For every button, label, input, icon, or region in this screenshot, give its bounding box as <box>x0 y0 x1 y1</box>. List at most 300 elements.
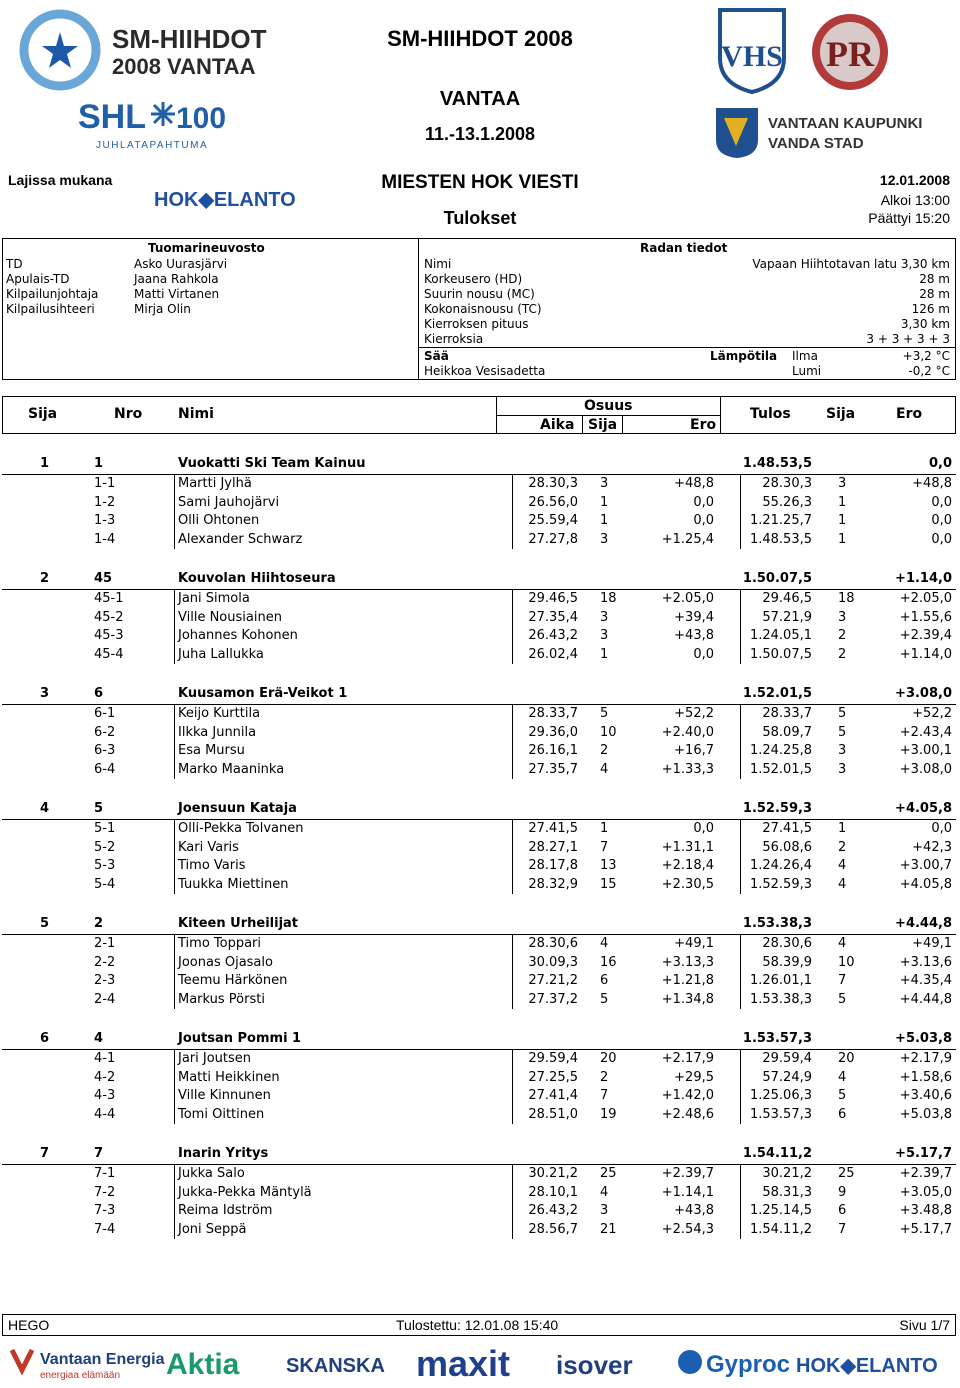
leg-result-gap: +1.14,0 <box>899 646 952 662</box>
leg-bib: 2-1 <box>94 936 116 951</box>
leg-leg-gap: +43,8 <box>674 1203 714 1219</box>
course-title: Radan tiedot <box>640 241 728 255</box>
leg-bib: 45-3 <box>94 628 124 644</box>
leg-leg-place: 1 <box>600 494 609 510</box>
leg-column-rule-result <box>740 935 741 1009</box>
leg-result-place: 2 <box>838 646 847 662</box>
team-name: Kouvolan Hiihtoseura <box>178 571 336 586</box>
team-row <box>4 1030 956 1049</box>
leg-bib: 7-2 <box>94 1184 116 1200</box>
leg-leg-place: 3 <box>600 628 609 644</box>
leg-result: 27.41,5 <box>762 821 812 836</box>
svg-text:energiaa elämään: energiaa elämään <box>40 1370 121 1381</box>
competition-title: MIESTEN HOK VIESTI <box>381 172 579 193</box>
leg-result-place: 18 <box>838 591 855 606</box>
leg-leg-time: 26.16,1 <box>528 743 578 759</box>
leg-leg-place: 1 <box>600 513 609 529</box>
leg-bib: 4-4 <box>94 1106 116 1122</box>
leg-result-place: 1 <box>838 531 847 547</box>
leg-bib: 45-4 <box>94 646 124 662</box>
leg-leg-place: 2 <box>600 743 609 759</box>
team-row <box>4 685 956 704</box>
leg-bib: 5-2 <box>94 839 116 855</box>
leg-leg-time: 30.21,2 <box>528 1166 578 1181</box>
vantaan-energia-logo <box>12 1350 165 1381</box>
leg-bib: 4-2 <box>94 1069 116 1085</box>
event-title: SM-HIIHDOT 2008 <box>387 26 573 51</box>
snow-temp-value: -0,2 °C <box>908 364 950 378</box>
course-row <box>424 272 950 287</box>
leg-leg-place: 13 <box>600 858 617 874</box>
leg-leg-place: 5 <box>600 706 609 721</box>
leg-result: 28.30,6 <box>762 936 812 951</box>
leg-result-gap: +3.48,8 <box>899 1203 952 1219</box>
col-sija2: Sija <box>826 406 856 422</box>
leg-result-place: 4 <box>838 858 847 874</box>
leg-bib: 5-3 <box>94 858 116 874</box>
leg-row <box>4 724 956 743</box>
leg-result-place: 10 <box>838 954 855 970</box>
leg-leg-time: 26.43,2 <box>528 1203 578 1219</box>
leg-name: Olli Ohtonen <box>178 513 260 529</box>
leg-leg-place: 25 <box>600 1166 617 1181</box>
leg-name: Joni Seppä <box>178 1221 247 1237</box>
leg-column-rule-result <box>740 475 741 549</box>
leg-row <box>4 531 956 550</box>
jury-row <box>6 257 414 272</box>
footer-system: HEGO <box>8 1317 50 1333</box>
leg-result-gap: 0,0 <box>931 821 952 836</box>
leg-bib: 1-1 <box>94 476 116 491</box>
leg-row <box>4 1087 956 1106</box>
leg-leg-gap: 0,0 <box>693 513 714 529</box>
leg-row <box>4 839 956 858</box>
leg-bib: 7-4 <box>94 1221 116 1237</box>
aktia-logo: Aktia <box>166 1348 240 1381</box>
leg-result-gap: +1.58,6 <box>899 1069 952 1085</box>
team-name: Vuokatti Ski Team Kainuu <box>178 456 366 471</box>
leg-result: 57.24,9 <box>762 1069 812 1085</box>
leg-column-rule-name <box>174 935 175 1009</box>
leg-name: Timo Toppari <box>178 936 262 951</box>
team-result-gap: +4.44,8 <box>895 916 952 931</box>
leg-result: 1.54.11,2 <box>749 1221 812 1237</box>
col-nimi: Nimi <box>178 406 214 422</box>
leg-row <box>4 1069 956 1088</box>
leg-leg-time: 27.35,7 <box>528 761 578 777</box>
svg-text:SM-HIIHDOT: SM-HIIHDOT <box>112 24 267 54</box>
leg-bib: 45-1 <box>94 591 124 606</box>
end-time: Päättyi 15:20 <box>868 210 950 226</box>
team-place: 2 <box>40 571 50 586</box>
leg-result-place: 4 <box>838 1069 847 1085</box>
jury-row <box>6 302 414 317</box>
gyproc-logo <box>678 1350 790 1378</box>
leg-name: Alexander Schwarz <box>178 531 303 547</box>
leg-row <box>4 954 956 973</box>
leg-result-gap: +2.43,4 <box>899 724 952 740</box>
sponsor-strip <box>0 1340 960 1384</box>
leg-bib: 4-3 <box>94 1088 116 1104</box>
course-list <box>424 257 950 347</box>
leg-column-rule-time <box>512 935 513 1009</box>
leg-leg-gap: +16,7 <box>674 743 714 759</box>
leg-result: 1.24.25,8 <box>749 743 812 759</box>
leg-name: Tuukka Miettinen <box>178 876 289 892</box>
leg-bib: 5-4 <box>94 876 116 892</box>
leg-row <box>4 1106 956 1125</box>
team-place: 6 <box>40 1031 50 1046</box>
svg-text:VANDA STAD: VANDA STAD <box>768 135 864 152</box>
leg-result-place: 3 <box>838 743 847 759</box>
leg-name: Ville Nousiainen <box>178 609 282 625</box>
leg-column-rule-time <box>512 1165 513 1239</box>
leg-name: Keijo Kurttila <box>178 706 261 721</box>
leg-result-gap: 0,0 <box>931 513 952 529</box>
leg-row <box>4 991 956 1010</box>
leg-result: 1.25.06,3 <box>749 1088 812 1104</box>
shl-100-logo <box>78 92 227 152</box>
leg-leg-gap: 0,0 <box>693 494 714 510</box>
osuus-sub-line-1 <box>582 415 583 434</box>
leg-result: 1.53.57,3 <box>749 1106 812 1122</box>
leg-column-rule-name <box>174 1165 175 1239</box>
leg-result-place: 2 <box>838 839 847 855</box>
weather-label: Sää <box>424 349 449 363</box>
leg-name: Jukka-Pekka Mäntylä <box>178 1184 312 1200</box>
leg-name: Timo Varis <box>178 858 246 874</box>
leg-leg-gap: +2.18,4 <box>661 858 714 874</box>
course-value: 28 m <box>919 287 950 301</box>
jury-title: Tuomarineuvosto <box>148 241 265 255</box>
leg-result-place: 5 <box>838 706 847 721</box>
event-date: 12.01.2008 <box>879 172 950 188</box>
leg-bib: 5-1 <box>94 821 116 836</box>
course-label: Korkeusero (HD) <box>424 272 523 286</box>
col-osuus-sija: Sija <box>588 417 618 433</box>
course-label: Nimi <box>424 257 452 271</box>
svg-text:PR: PR <box>826 34 874 74</box>
leg-leg-gap: +1.42,0 <box>661 1088 714 1104</box>
leg-leg-time: 28.17,8 <box>528 858 578 874</box>
svg-text:SHL: SHL <box>78 98 146 136</box>
leg-leg-place: 7 <box>600 839 609 855</box>
leg-name: Ilkka Junnila <box>178 724 257 740</box>
leg-column-rule-result <box>740 1165 741 1239</box>
leg-leg-time: 27.21,2 <box>528 973 578 989</box>
start-time: Alkoi 13:00 <box>880 192 950 208</box>
svg-text:JUHLATAPAHTUMA: JUHLATAPAHTUMA <box>96 140 209 151</box>
leg-result-place: 5 <box>838 1088 847 1104</box>
leg-leg-gap: +2.30,5 <box>661 876 714 892</box>
leg-leg-place: 19 <box>600 1106 617 1122</box>
team-result: 1.53.38,3 <box>742 916 812 931</box>
leg-name: Matti Heikkinen <box>178 1069 280 1085</box>
team-row <box>4 455 956 474</box>
leg-leg-gap: +1.31,1 <box>661 839 714 855</box>
team-result-gap: +1.14,0 <box>895 571 952 586</box>
leg-leg-time: 28.32,9 <box>528 876 578 892</box>
leg-leg-gap: +1.25,4 <box>661 531 714 547</box>
vantaa-city-logo <box>714 104 944 160</box>
leg-leg-place: 7 <box>600 1088 609 1104</box>
leg-result-gap: +1.55,6 <box>899 609 952 625</box>
leg-column-rule-time <box>512 1050 513 1124</box>
leg-leg-time: 26.56,0 <box>528 494 578 510</box>
leg-result-gap: +42,3 <box>912 839 952 855</box>
leg-row <box>4 1165 956 1184</box>
leg-leg-time: 27.41,4 <box>528 1088 578 1104</box>
leg-leg-gap: +2.48,6 <box>661 1106 714 1122</box>
jury-role: TD <box>6 257 23 271</box>
leg-result-gap: +48,8 <box>912 476 952 491</box>
team-name: Kuusamon Erä-Veikot 1 <box>178 686 348 701</box>
team-place: 4 <box>40 801 50 816</box>
sm-hiihdot-logo <box>8 10 278 90</box>
team-name: Joutsan Pommi 1 <box>178 1031 302 1046</box>
leg-result-gap: +4.05,8 <box>899 876 952 892</box>
leg-name: Marko Maaninka <box>178 761 285 777</box>
leg-leg-gap: +39,4 <box>674 609 714 625</box>
leg-leg-time: 27.41,5 <box>528 821 578 836</box>
results-header <box>2 396 956 434</box>
leg-leg-time: 29.36,0 <box>528 724 578 740</box>
leg-column-rule-time <box>512 475 513 549</box>
leg-result: 56.08,6 <box>762 839 812 855</box>
temperature-label: Lämpötila <box>710 349 778 363</box>
leg-name: Johannes Kohonen <box>178 628 298 644</box>
leg-leg-place: 3 <box>600 1203 609 1219</box>
col-osuus-ero: Ero <box>690 417 717 433</box>
leg-result: 29.46,5 <box>762 591 812 606</box>
leg-row <box>4 1050 956 1069</box>
team-place: 5 <box>40 916 50 931</box>
course-label: Suurin nousu (MC) <box>424 287 535 301</box>
leg-result-place: 7 <box>838 973 847 989</box>
leg-result-gap: +2.17,9 <box>899 1051 952 1066</box>
leg-bib: 6-1 <box>94 706 116 721</box>
leg-result: 1.24.26,4 <box>749 858 812 874</box>
leg-result-place: 3 <box>838 609 847 625</box>
leg-result-place: 25 <box>838 1166 855 1181</box>
leg-name: Tomi Oittinen <box>178 1106 265 1122</box>
col-aika: Aika <box>540 417 575 433</box>
leg-row <box>4 512 956 531</box>
leg-result-place: 2 <box>838 628 847 644</box>
leg-result: 1.48.53,5 <box>749 531 812 547</box>
leg-leg-place: 16 <box>600 954 617 970</box>
leg-result-place: 1 <box>838 494 847 510</box>
leg-leg-time: 29.59,4 <box>528 1051 578 1066</box>
leg-leg-time: 28.33,7 <box>528 706 578 721</box>
leg-bib: 7-3 <box>94 1203 116 1219</box>
team-row <box>4 570 956 589</box>
leg-bib: 4-1 <box>94 1051 116 1066</box>
skanska-logo: SKANSKA <box>286 1355 385 1377</box>
leg-result: 55.26,3 <box>762 494 812 510</box>
col-tulos: Tulos <box>750 406 791 422</box>
leg-row <box>4 627 956 646</box>
team-row <box>4 915 956 934</box>
leg-leg-time: 28.30,3 <box>528 476 578 491</box>
leg-row <box>4 1202 956 1221</box>
jury-name: Jaana Rahkola <box>134 272 219 286</box>
leg-bib: 7-1 <box>94 1166 116 1181</box>
team-result: 1.50.07,5 <box>742 571 812 586</box>
team-name: Joensuun Kataja <box>178 801 297 816</box>
leg-leg-place: 4 <box>600 936 609 951</box>
svg-text:2008 VANTAA: 2008 VANTAA <box>112 54 256 79</box>
leg-result-gap: +49,1 <box>912 936 952 951</box>
leg-leg-place: 18 <box>600 591 617 606</box>
team-row <box>4 800 956 819</box>
team-bib: 7 <box>94 1146 104 1161</box>
leg-leg-place: 4 <box>600 1184 609 1200</box>
leg-leg-place: 3 <box>600 609 609 625</box>
results-label: Tulokset <box>443 208 517 228</box>
leg-row <box>4 935 956 954</box>
leg-result-place: 6 <box>838 1203 847 1219</box>
leg-result-gap: +4.44,8 <box>899 991 952 1007</box>
team-result: 1.52.01,5 <box>742 686 812 701</box>
jury-row <box>6 287 414 302</box>
event-city: VANTAA <box>439 88 521 110</box>
leg-column-rule-time <box>512 705 513 779</box>
leg-column-rule-time <box>512 820 513 894</box>
leg-leg-time: 27.37,2 <box>528 991 578 1007</box>
leg-result-gap: +2.39,4 <box>899 628 952 644</box>
leg-bib: 1-2 <box>94 494 116 510</box>
leg-row <box>4 742 956 761</box>
leg-name: Reima Idström <box>178 1203 273 1219</box>
leg-column-rule-name <box>174 590 175 664</box>
leg-leg-place: 1 <box>600 646 609 662</box>
team-bib: 1 <box>94 456 104 471</box>
leg-name: Sami Jauhojärvi <box>178 494 280 510</box>
leg-result-place: 1 <box>838 513 847 529</box>
leg-name: Olli-Pekka Tolvanen <box>178 821 304 836</box>
leg-bib: 1-3 <box>94 513 116 529</box>
leg-leg-time: 28.10,1 <box>528 1184 578 1200</box>
team-row <box>4 1145 956 1164</box>
footer-page: Sivu 1/7 <box>899 1317 950 1333</box>
leg-leg-time: 27.35,4 <box>528 609 578 625</box>
leg-name: Joonas Ojasalo <box>178 954 273 970</box>
course-value: 3 + 3 + 3 + 3 <box>866 332 950 346</box>
leg-row <box>4 475 956 494</box>
jury-role: Apulais-TD <box>6 272 70 286</box>
leg-bib: 2-4 <box>94 991 116 1007</box>
leg-leg-time: 29.46,5 <box>528 591 578 606</box>
leg-row <box>4 609 956 628</box>
team-bib: 45 <box>94 571 113 586</box>
svg-text:100: 100 <box>176 102 227 135</box>
leg-leg-time: 26.02,4 <box>528 646 578 662</box>
weather-value: Heikkoa Vesisadetta <box>424 364 546 378</box>
course-weather-divider <box>418 347 956 348</box>
leg-leg-place: 3 <box>600 531 609 547</box>
leg-leg-gap: +1.34,8 <box>661 991 714 1007</box>
leg-name: Kari Varis <box>178 839 239 855</box>
leg-name: Martti Jylhä <box>178 476 252 491</box>
leg-result-gap: +3.00,7 <box>899 858 952 874</box>
team-result: 1.54.11,2 <box>742 1146 812 1161</box>
jury-name: Mirja Olin <box>134 302 191 316</box>
svg-text:VHS: VHS <box>721 40 783 73</box>
course-row <box>424 287 950 302</box>
leg-leg-gap: +1.33,3 <box>661 761 714 777</box>
leg-result: 1.21.25,7 <box>749 513 812 529</box>
jury-row <box>6 272 414 287</box>
leg-result: 1.26.01,1 <box>749 973 812 989</box>
leg-bib: 6-4 <box>94 761 116 777</box>
leg-row <box>4 494 956 513</box>
team-bib: 5 <box>94 801 104 816</box>
team-name: Kiteen Urheilijat <box>178 916 299 931</box>
event-dates: 11.-13.1.2008 <box>424 124 536 144</box>
course-value: 126 m <box>911 302 950 316</box>
course-value: 3,30 km <box>900 317 950 331</box>
jury-role: Kilpailunjohtaja <box>6 287 99 301</box>
leg-leg-gap: +52,2 <box>674 706 714 721</box>
leg-result: 29.59,4 <box>762 1051 812 1066</box>
leg-leg-gap: 0,0 <box>693 821 714 836</box>
team-place: 3 <box>40 686 50 701</box>
leg-result-gap: +2.05,0 <box>899 591 952 606</box>
air-label: Ilma <box>792 349 818 363</box>
course-value: Vapaan Hiihtotavan latu 3,30 km <box>752 257 950 271</box>
team-result-gap: +5.03,8 <box>895 1031 952 1046</box>
leg-result: 1.50.07,5 <box>749 646 812 662</box>
leg-leg-place: 15 <box>600 876 617 892</box>
leg-result-place: 7 <box>838 1221 847 1237</box>
team-result: 1.48.53,5 <box>742 456 812 471</box>
info-box-divider <box>418 238 419 380</box>
leg-row <box>4 761 956 780</box>
team-place: 7 <box>40 1146 50 1161</box>
col-nro: Nro <box>114 406 143 422</box>
leg-result-place: 20 <box>838 1051 855 1066</box>
leg-leg-gap: +49,1 <box>674 936 714 951</box>
leg-result: 57.21,9 <box>762 609 812 625</box>
leg-row <box>4 1221 956 1240</box>
leg-result-place: 6 <box>838 1106 847 1122</box>
leg-bib: 1-4 <box>94 531 116 547</box>
hok-elanto-logo <box>154 184 304 214</box>
svg-text:Vantaan Energia: Vantaan Energia <box>40 1351 165 1368</box>
leg-name: Juha Lallukka <box>178 646 264 662</box>
leg-row <box>4 646 956 665</box>
vhs-club-logo <box>714 6 790 94</box>
hok-elanto-footer-logo: HOK◆ELANTO <box>796 1355 938 1377</box>
team-name: Inarin Yritys <box>178 1146 269 1161</box>
leg-leg-gap: +1.14,1 <box>661 1184 714 1200</box>
leg-row <box>4 590 956 609</box>
leg-bib: 2-2 <box>94 954 116 970</box>
col-ero2: Ero <box>896 406 923 422</box>
leg-result: 1.24.05,1 <box>749 628 812 644</box>
leg-result-gap: +52,2 <box>912 706 952 721</box>
maxit-logo: maxit <box>416 1343 511 1384</box>
course-value: 28 m <box>919 272 950 286</box>
leg-leg-gap: +43,8 <box>674 628 714 644</box>
leg-result-place: 3 <box>838 761 847 777</box>
course-row <box>424 317 950 332</box>
leg-result-gap: +3.13,6 <box>899 954 952 970</box>
air-temp-value: +3,2 °C <box>902 349 950 363</box>
leg-bib: 6-2 <box>94 724 116 740</box>
jury-name: Asko Uurasjärvi <box>134 257 228 271</box>
